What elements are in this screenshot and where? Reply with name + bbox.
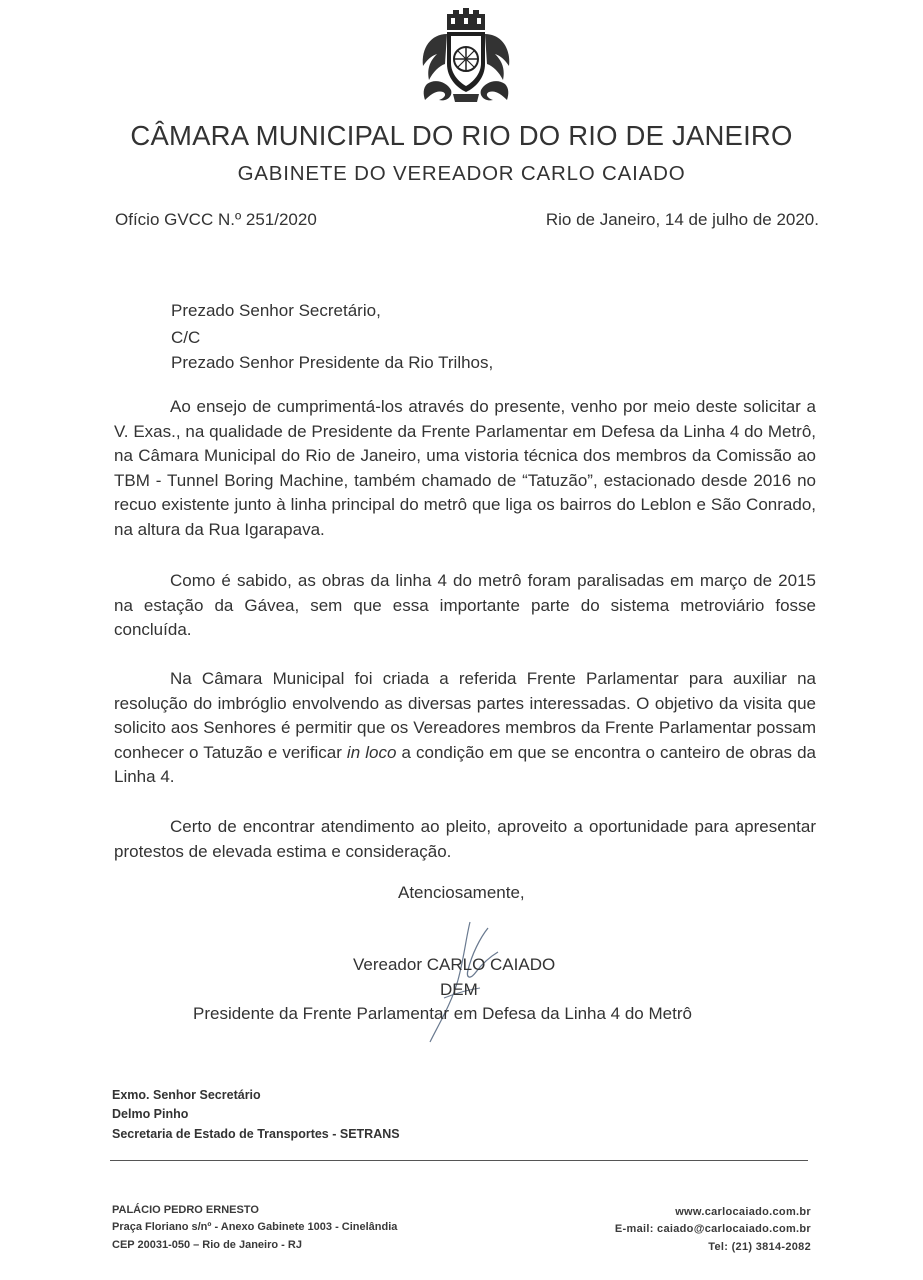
footer-phone: Tel: (21) 3814-2082 — [708, 1241, 811, 1253]
italic-phrase: in loco — [346, 742, 397, 762]
body-paragraph-2: Como é sabido, as obras da linha 4 do metrô foram paralisadas em março de 2015 na estação da Gávea, sem que essa importante parte do sistema metroviário fosse concluída. — [114, 571, 816, 639]
footer-address-line: Praça Floriano s/nº - Anexo Gabinete 1003 - Cinelândia — [112, 1221, 398, 1233]
letter-date: Rio de Janeiro, 14 de julho de 2020. — [545, 210, 819, 229]
footer-address-line: PALÁCIO PEDRO ERNESTO — [112, 1204, 259, 1216]
footer-divider — [110, 1160, 808, 1161]
rio-coat-of-arms-icon — [417, 4, 515, 108]
chamber-title: CÂMARA MUNICIPAL DO RIO DO RIO DE JANEIRO — [130, 120, 793, 151]
salutation-line: Prezado Senhor Secretário, — [171, 301, 381, 320]
signatory-role: Presidente da Frente Parlamentar em Defesa da Linha 4 do Metrô — [193, 1004, 692, 1023]
body-paragraph-3: Na Câmara Municipal foi criada a referida Frente Parlamentar para auxiliar na resolução do imbróglio envolvendo as diversas partes interessadas. O objetivo da visita que solicito aos Senhores é permitir que os Vereadores membros da Frente Parlamentar possam conhecer o Tatuzão e verificar in loco a condição em que se encontra o canteiro de obras da Linha 4. — [114, 669, 817, 786]
addressee-line: Exmo. Senhor Secretário — [112, 1088, 261, 1102]
signatory-name: Vereador CARLO CAIADO — [353, 955, 556, 974]
letter-reference: Ofício GVCC N.º 251/2020 — [115, 210, 317, 229]
footer-email-link[interactable]: E-mail: caiado@carlocaiado.com.br — [614, 1223, 811, 1235]
office-subtitle: GABINETE DO VEREADOR CARLO CAIADO — [237, 162, 686, 185]
body-paragraph-1: Ao ensejo de cumprimentá-los através do presente, venho por meio deste solicitar a V. Exas., na qualidade de Presidente da Frente Parlamentar em Defesa da Linha 4 do Metrô, na Câmara Municipal do Rio de Janeiro, uma vistoria técnica dos membros da Comissão ao TBM - Tunnel Boring Machine, também chamado de “Tatuzão”, estacionado desde 2016 no recuo existente junto à linha principal do metrô que liga os bairros do Leblon e São Conrado, na altura da Rua Igarapava. — [114, 397, 816, 539]
addressee-line: Secretaria de Estado de Transportes - SETRANS — [112, 1127, 400, 1141]
signatory-party: DEM — [440, 980, 478, 999]
addressee-line: Delmo Pinho — [112, 1107, 189, 1121]
body-paragraph-4: Certo de encontrar atendimento ao pleito, aproveito a oportunidade para apresentar protestos de elevada estima e consideração. — [114, 817, 816, 861]
salutation-line: C/C — [171, 328, 201, 347]
footer-address-line: CEP 20031-050 – Rio de Janeiro - RJ — [112, 1239, 302, 1251]
closing: Atenciosamente, — [398, 883, 525, 902]
footer-website-link[interactable]: www.carlocaiado.com.br — [675, 1206, 811, 1218]
salutation-line: Prezado Senhor Presidente da Rio Trilhos, — [171, 353, 494, 372]
